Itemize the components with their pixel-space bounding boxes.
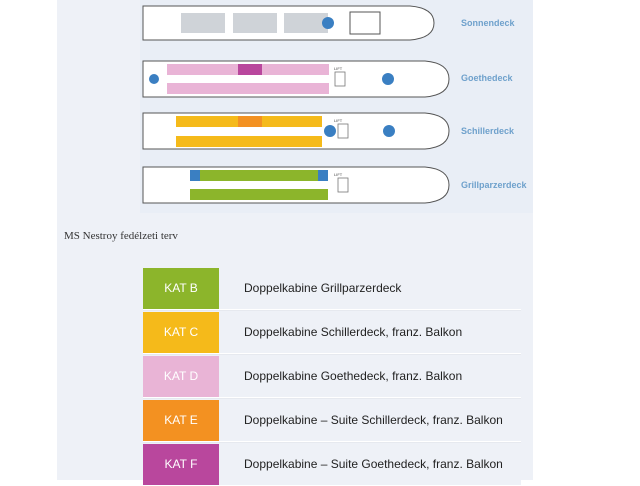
- category-badge: KAT C: [143, 312, 219, 353]
- suite-block: [238, 64, 262, 75]
- legend-row-kat-b: [143, 267, 521, 310]
- cabin-row-top: [190, 170, 328, 181]
- cabin-row-bottom: [176, 136, 322, 147]
- sundeck-chairs: [181, 13, 225, 33]
- deck-label: Goethedeck: [461, 73, 513, 83]
- category-badge: KAT B: [143, 268, 219, 309]
- lift-label: LIFT: [334, 66, 343, 71]
- lift-label: LIFT: [334, 118, 343, 123]
- category-description: Doppelkabine – Suite Schillerdeck, franz. Balkon: [244, 413, 503, 427]
- stairs: [335, 72, 345, 86]
- plan-caption: MS Nestroy fedélzeti terv: [64, 230, 178, 242]
- category-badge: KAT F: [143, 444, 219, 485]
- info-icon: [324, 125, 336, 137]
- sundeck-structure: [350, 12, 380, 34]
- category-description: Doppelkabine – Suite Goethedeck, franz. Balkon: [244, 457, 503, 471]
- crew-area: [318, 170, 328, 181]
- deck-schillerdeck: [143, 113, 515, 149]
- restaurant-icon: [322, 17, 334, 29]
- legend-row-kat-c: [143, 310, 521, 354]
- restaurant-icon: [383, 125, 395, 137]
- category-badge: KAT E: [143, 400, 219, 441]
- category-badge: KAT D: [143, 356, 219, 397]
- stairs: [338, 178, 348, 192]
- suite-block: [238, 116, 262, 127]
- deck-plan: [0, 0, 640, 215]
- category-description: Doppelkabine Grillparzerdeck: [244, 281, 402, 295]
- service-icon: [149, 74, 159, 84]
- category-description: Doppelkabine Schillerdeck, franz. Balkon: [244, 325, 463, 339]
- legend-row-kat-f: [143, 442, 521, 486]
- crew-area: [190, 170, 200, 181]
- deck-label: Schillerdeck: [461, 126, 515, 136]
- deck-goethedeck: [143, 61, 514, 97]
- bar-icon: [382, 73, 394, 85]
- stairs: [338, 124, 348, 138]
- cabin-row-bottom: [190, 189, 328, 200]
- sundeck-chairs: [233, 13, 277, 33]
- deck-label: Sonnendeck: [461, 18, 515, 28]
- cabin-row-bottom: [167, 83, 329, 94]
- legend-row-kat-e: [143, 398, 521, 442]
- deck-label: Grillparzerdeck: [461, 180, 527, 190]
- category-description: Doppelkabine Goethedeck, franz. Balkon: [244, 369, 463, 383]
- deck-sonnendeck: [143, 6, 516, 40]
- deck-grillparzerdeck: [143, 167, 528, 203]
- sundeck-chairs: [284, 13, 328, 33]
- cabin-category-legend: [143, 267, 521, 486]
- lift-label: LIFT: [334, 172, 343, 177]
- legend-row-kat-d: [143, 354, 521, 398]
